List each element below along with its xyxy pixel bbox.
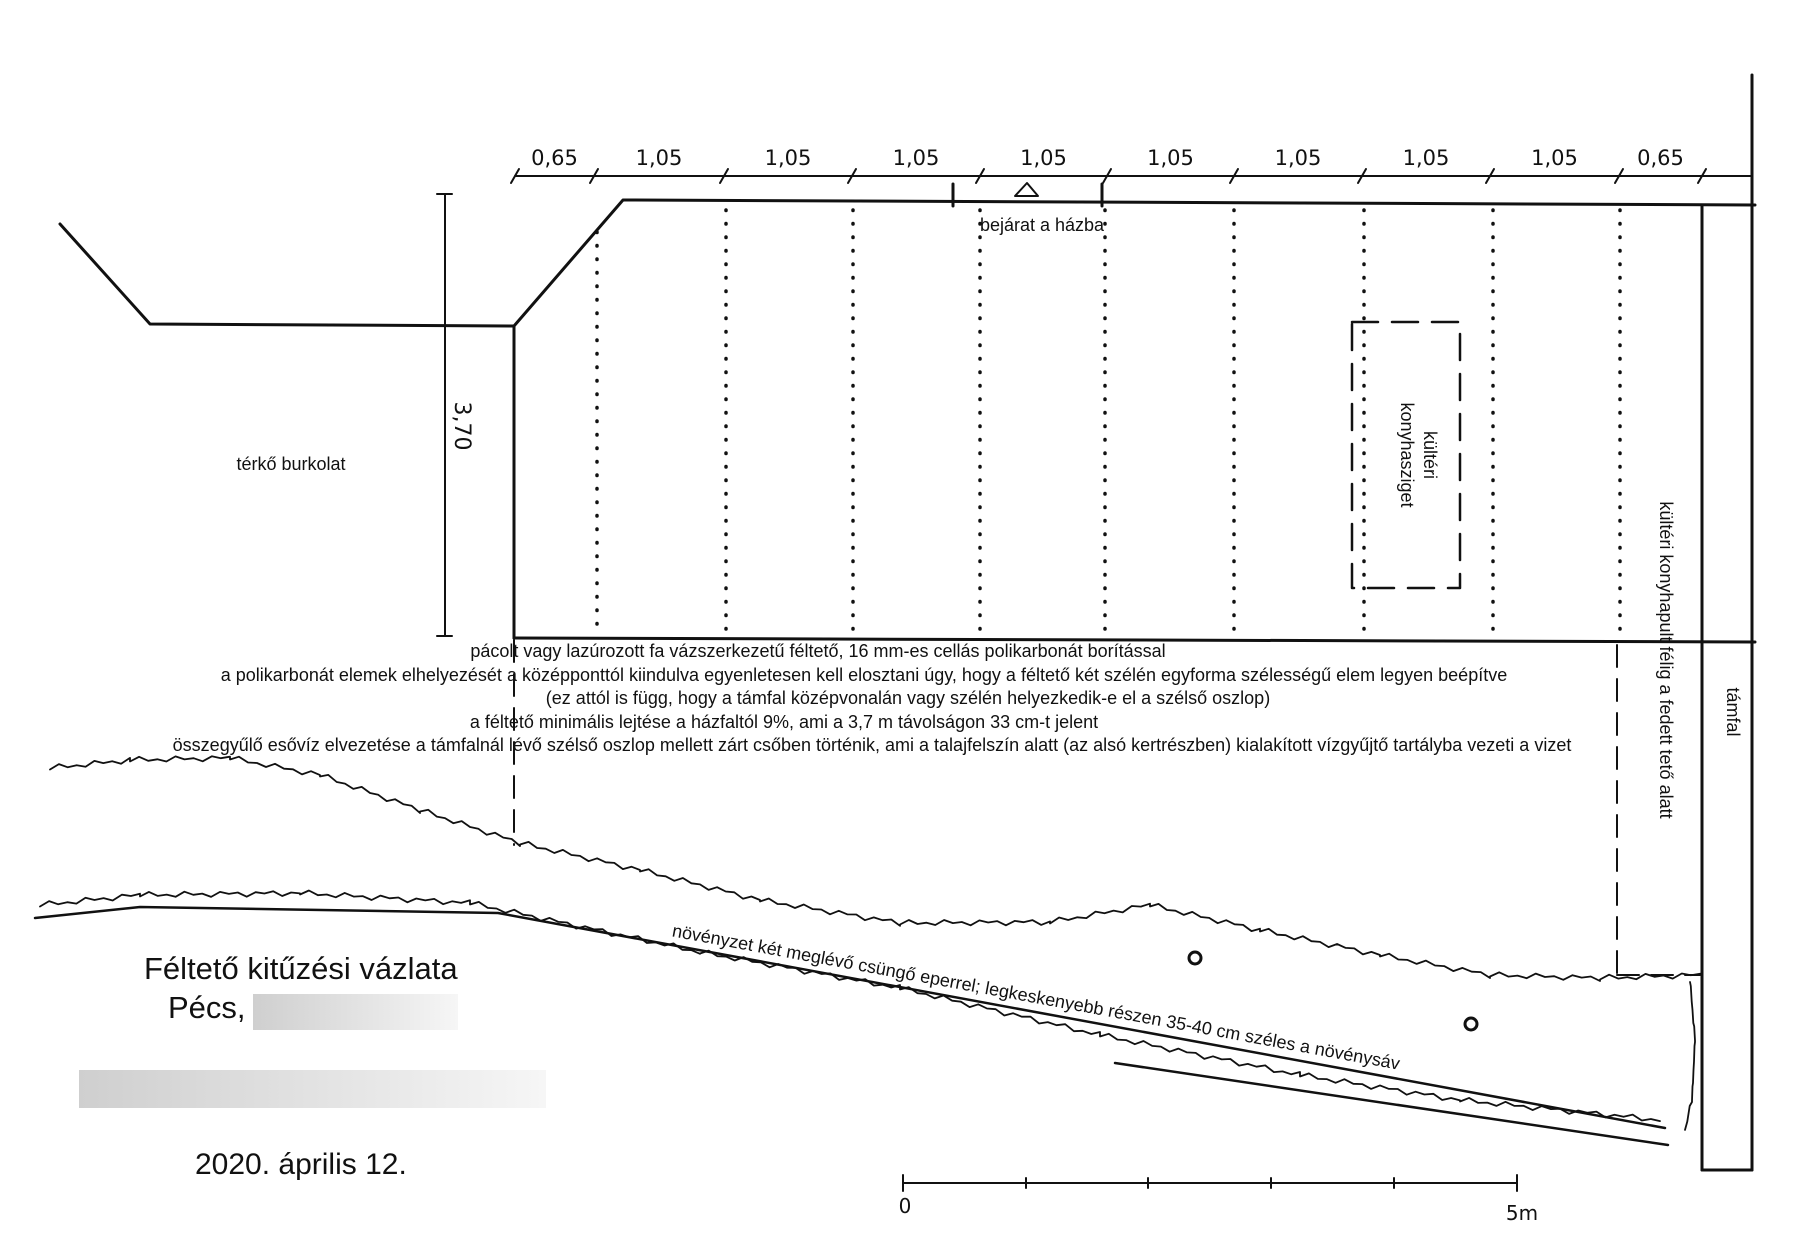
place-label: Pécs,: [168, 990, 246, 1025]
note-line: a féltető minimális lejtése a házfaltól 9%, ami a 3,7 m távolságon 33 cm-t jelent: [469, 712, 1099, 732]
note-line: pácolt vagy lazúrozott fa vázszerkezetű féltető, 16 mm-es cellás polikarbonát borítással: [470, 641, 1166, 661]
scale-bar: [903, 1175, 1517, 1191]
dimension-label: 1,05: [892, 146, 940, 170]
dimension-label: 1,05: [1020, 146, 1067, 170]
dimension-label: 1,05: [1274, 146, 1322, 170]
dimension-label: 0,65: [531, 146, 578, 170]
kitchen-island-label-2: konyhasziget: [1397, 402, 1417, 508]
dimension-label: 1,05: [764, 146, 812, 170]
roof-outline: [60, 200, 1755, 642]
drawing-date: 2020. április 12.: [195, 1148, 407, 1181]
note-line: (ez attól is függ, hogy a támfal középvonalán vagy szélén helyezkedik-e el a szélső oszlop): [545, 688, 1271, 708]
note-line: a polikarbonát elemek elhelyezését a középponttól kiindulva egyenletesen kell elosztani úgy, hogy a féltető két szélén egyforma szélességű elem legyen beépítve: [220, 665, 1508, 685]
retaining-wall-label: támfal: [1723, 687, 1743, 737]
dimension-label: 1,05: [635, 146, 683, 170]
entrance-label: bejárat a házba: [979, 215, 1105, 235]
depth-dimension-label: 3,70: [449, 401, 474, 451]
rafter-lines: [597, 210, 1620, 636]
kitchen-island-label-1: kültéri: [1420, 430, 1440, 480]
dimension-labels: [531, 146, 1684, 170]
kitchen-counter-label: kültéri konyhapult félig a fedett tető alatt: [1656, 501, 1676, 819]
strawberry-trees: [1189, 952, 1477, 1030]
drawing-title: Féltető kitűzési vázlata: [144, 951, 458, 986]
redacted-address: [253, 994, 458, 1030]
scale-end-label: 5m: [1505, 1201, 1539, 1225]
scale-start-label: 0: [898, 1194, 912, 1218]
paving-label: térkő burkolat: [236, 454, 346, 474]
dimension-label: 1,05: [1531, 146, 1578, 170]
dimension-label: 0,65: [1637, 146, 1684, 170]
construction-notes: [173, 641, 1572, 755]
dimension-label: 1,05: [1402, 146, 1450, 170]
dimension-label: 1,05: [1147, 146, 1194, 170]
vegetation-label: növényzet két meglévő csüngő eperrel; legkeskenyebb részen 35-40 cm széles a növénysáv: [670, 920, 1402, 1074]
redacted-line: [79, 1070, 546, 1108]
note-line: összegyűlő esővíz elvezetése a támfalnál lévő szélső oszlop mellett zárt csőben történik, ami a talajfelszín alatt (az alsó kertrészben) kialakított vízgyűjtő tartályba vezeti a vizet: [172, 735, 1572, 755]
house-outline: [1702, 75, 1752, 1170]
